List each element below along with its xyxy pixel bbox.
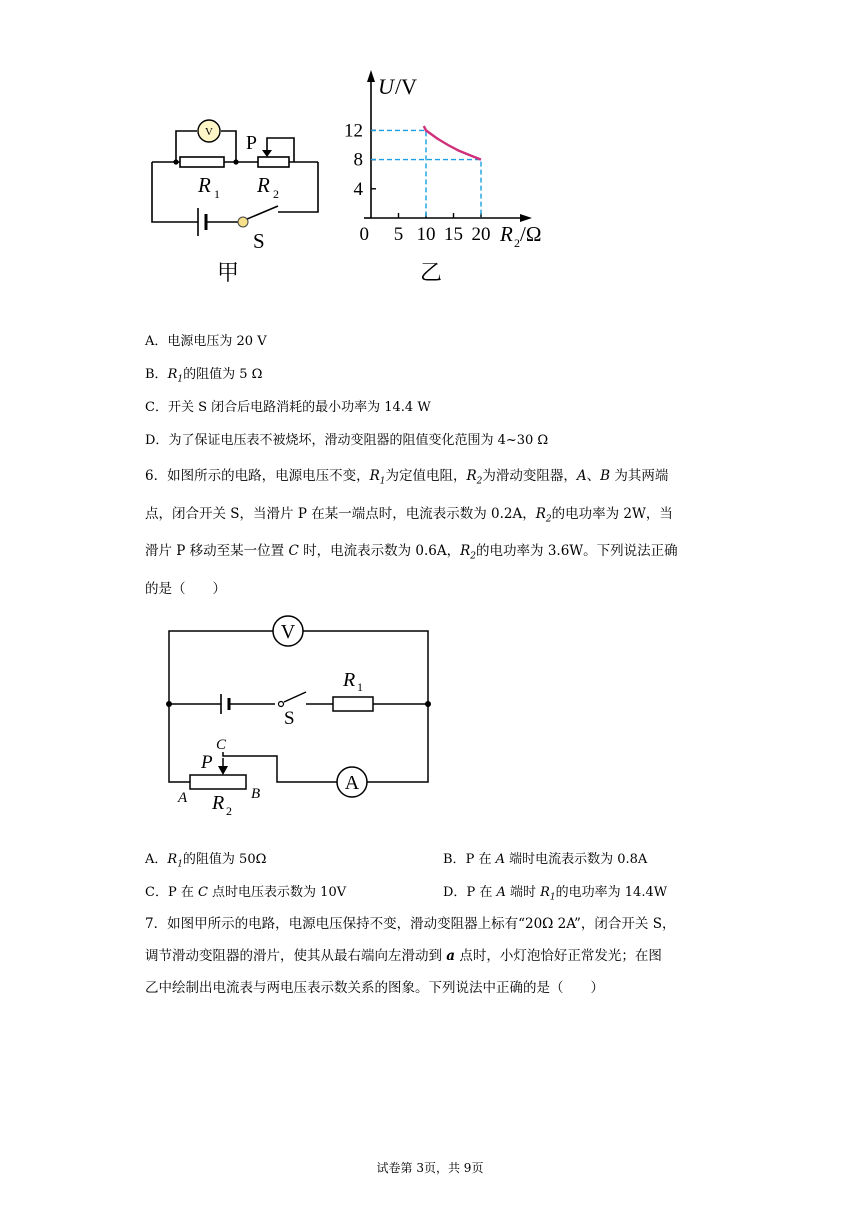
y-axis-label-unit: /V [395, 74, 417, 99]
q5-option-a: A．电源电压为 20 V [145, 334, 267, 349]
svg-text:A: A [344, 772, 360, 794]
u-r2-graph [340, 62, 570, 292]
y-axis-arrow [367, 70, 375, 82]
svg-text:2: 2 [514, 236, 520, 250]
svg-text:V: V [205, 126, 213, 138]
circuit-diagram-jia [140, 110, 340, 290]
q6-option-a: A．$R_1$的阻值为 50Ω [145, 852, 267, 870]
svg-text:2: 2 [226, 804, 232, 818]
q6-option-c: C．P 在 C 点时电压表示数为 10V [145, 885, 347, 900]
svg-text:V: V [280, 621, 296, 643]
svg-text:R: R [343, 669, 356, 691]
caption-yi: 乙 [419, 260, 443, 285]
svg-text:S: S [284, 708, 295, 729]
svg-text:1: 1 [214, 187, 220, 201]
q5-option-c: C．开关 S 闭合后电路消耗的最小功率为 14.4 W [145, 400, 431, 415]
x-axis-arrow [520, 214, 532, 222]
x-tick-label: 10 [416, 224, 436, 245]
svg-text:R: R [212, 792, 225, 814]
r2-rheostat-q6 [190, 775, 246, 789]
page-footer: 试卷第 3页，共 9页 [376, 1161, 484, 1175]
y-tick-label: 8 [353, 149, 363, 171]
q6-question: 6．如图所示的电路，电源电压不变，$R_1$为定值电阻，$R_2$为滑动变阻器，A、B 为其两端 点，闭合开关 S，当滑片 P 在某一端点时，电流表示数为 0.2A，$R_2$的电功率为 2W，当 滑片 P 移动至某一位置 C 时，电流表示数为 0.6A，$R_2$的电功率为 3.6W。下列说法正确 的是（ ） [145, 468, 678, 598]
svg-text:P: P [245, 132, 257, 154]
x-tick-label: 5 [393, 224, 404, 245]
caption-jia: 甲 [216, 260, 240, 285]
slider-arrow-q6 [218, 766, 228, 775]
y-tick-label: 4 [353, 178, 363, 200]
slider-arrow [262, 150, 272, 157]
r1-resistor-q6 [333, 697, 373, 711]
svg-text:1: 1 [357, 680, 363, 694]
dashed-guide [371, 130, 426, 218]
r2-resistor [258, 157, 289, 167]
svg-text:C: C [216, 737, 227, 753]
q6-option-b: B．P 在 A 端时电流表示数为 0.8A [443, 852, 648, 867]
svg-text:P: P [201, 752, 213, 773]
x-axis-label-r: R [500, 222, 513, 246]
svg-text:A: A [178, 790, 188, 806]
r1-resistor [180, 157, 224, 167]
switch-label: S [253, 229, 265, 253]
q5-option-d: D．为了保证电压表不被烧坏，滑动变阻器的阻值变化范围为 4~30 Ω [145, 433, 549, 448]
svg-text:B: B [251, 786, 261, 802]
y-tick-label: 12 [344, 120, 363, 142]
switch-pivot [238, 217, 248, 227]
origin-label: 0 [359, 224, 369, 245]
r2-label: R [257, 173, 270, 197]
svg-text:2: 2 [273, 187, 279, 201]
circuit-diagram-q6 [160, 612, 450, 822]
q7-question: 7．如图甲所示的电路，电源电压保持不变，滑动变阻器上标有“20Ω 2A”，闭合开关 S， 调节滑动变阻器的滑片，使其从最右端向左滑动到 a 点时，小灯泡恰好正常发光；在图 乙中绘制出电流表与两电压表示数关系的图象。下列说法中正确的是（ ） [145, 916, 676, 996]
x-axis-label-unit: /Ω [520, 222, 542, 246]
x-tick-label: 15 [444, 224, 463, 245]
q5-option-b: B．$R_1$的阻值为 5 Ω [145, 367, 263, 385]
r1-label: R [198, 173, 211, 197]
q6-option-d: D．P 在 A 端时 $R_1$的电功率为 14.4W [443, 885, 668, 903]
y-axis-label-u: U [378, 74, 394, 99]
x-tick-label: 20 [471, 224, 491, 245]
curve-series [424, 126, 481, 160]
